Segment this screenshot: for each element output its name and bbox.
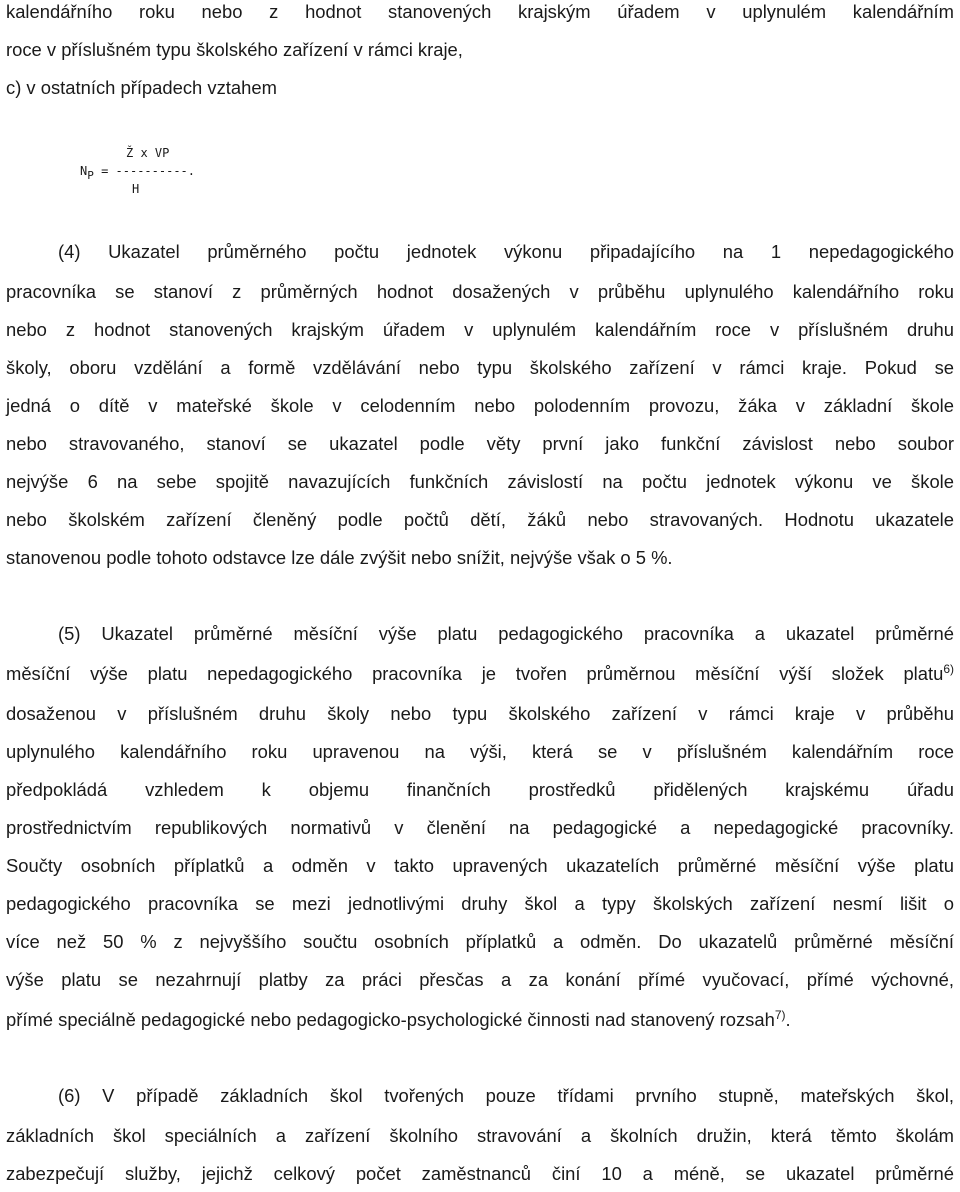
text-line: Součty osobních příplatků a odměn v takto upravených ukazatelích průměrné měsíční výše platu: [6, 855, 954, 876]
text-line: pracovníka se stanoví z průměrných hodnot dosažených v průběhu uplynulého kalendářního roku: [6, 281, 954, 302]
text-line: dosaženou v příslušném druhu školy nebo typu školského zařízení v rámci kraje v průběhu: [6, 703, 954, 724]
text-line: roce v příslušném typu školského zařízení v rámci kraje,: [6, 39, 463, 60]
text-line: nebo stravovaného, stanoví se ukazatel podle věty první jako funkční závislost nebo soubor: [6, 433, 954, 454]
formula-numerator: Ž x VP: [126, 146, 170, 160]
text-line-content: přímé speciálně pedagogické nebo pedagogicko-psychologické činnosti nad stanovený rozsah: [6, 1009, 775, 1030]
text-line: c) v ostatních případech vztahem: [6, 77, 277, 98]
formula-fraction-bar: = ----------.: [93, 164, 196, 178]
text-line: (4) Ukazatel průměrného počtu jednotek výkonu připadajícího na 1 nepedagogického: [58, 241, 954, 262]
text-line: kalendářního roku nebo z hodnot stanovených krajským úřadem v uplynulém kalendářním: [6, 1, 954, 22]
text-line: [6, 662, 954, 686]
text-line: základních škol speciálních a zařízení školního stravování a školních družin, která těmto školám: [6, 1125, 954, 1146]
text-line: nebo školském zařízení členěný podle počtů dětí, žáků nebo stravovaných. Hodnotu ukazatele: [6, 509, 954, 530]
text-line: stanovenou podle tohoto odstavce lze dále zvýšit nebo snížit, nejvýše však o 5 %.: [6, 547, 673, 568]
footnote-ref-7: 7): [774, 1008, 786, 1022]
formula-lhs: [80, 162, 195, 181]
text-line: nejvýše 6 na sebe spojitě navazujících funkčních závislostí na počtu jednotek výkonu ve škole: [6, 471, 954, 492]
text-line: prostřednictvím republikových normativů v členění na pedagogické a nepedagogické pracovníky.: [6, 817, 954, 838]
text-line: školy, oboru vzdělání a formě vzdělávání nebo typu školského zařízení v rámci kraje. Pokud se: [6, 357, 954, 378]
text-line: výše platu se nezahrnují platby za práci přesčas a za konání přímé vyučovací, přímé výchovné,: [6, 969, 954, 990]
text-line: pedagogického pracovníka se mezi jednotlivými druhy škol a typy školských zařízení nesmí lišit o: [6, 893, 954, 914]
text-line: [6, 1008, 954, 1032]
sentence-end: .: [785, 1009, 791, 1030]
text-line: jedná o dítě v mateřské škole v celodenním nebo polodenním provozu, žáka v základní škole: [6, 395, 954, 416]
text-line: nebo z hodnot stanovených krajským úřadem v uplynulém kalendářním roce v příslušném druhu: [6, 319, 954, 340]
text-line: zabezpečují služby, jejichž celkový počet zaměstnanců činí 10 a méně, se ukazatel průměrné: [6, 1163, 954, 1184]
text-line: (6) V případě základních škol tvořených pouze třídami prvního stupně, mateřských škol,: [58, 1085, 954, 1106]
formula-symbol: N: [80, 164, 88, 178]
text-line: uplynulého kalendářního roku upravenou na výši, která se v příslušném kalendářním roce: [6, 741, 954, 762]
footnote-ref-6: 6): [943, 662, 954, 676]
text-line: více než 50 % z nejvyššího součtu osobních příplatků a odměn. Do ukazatelů průměrné měsíční: [6, 931, 954, 952]
text-line: (5) Ukazatel průměrné měsíční výše platu pedagogického pracovníka a ukazatel průměrné: [58, 623, 954, 644]
text-line: předpokládá vzhledem k objemu finančních prostředků přidělených krajskému úřadu: [6, 779, 954, 800]
formula-denominator: H: [132, 182, 140, 196]
formula-subscript: P: [87, 169, 94, 182]
text-line-content: měsíční výše platu nepedagogického pracovníka je tvořen průměrnou měsíční výší složek platu: [6, 663, 944, 684]
